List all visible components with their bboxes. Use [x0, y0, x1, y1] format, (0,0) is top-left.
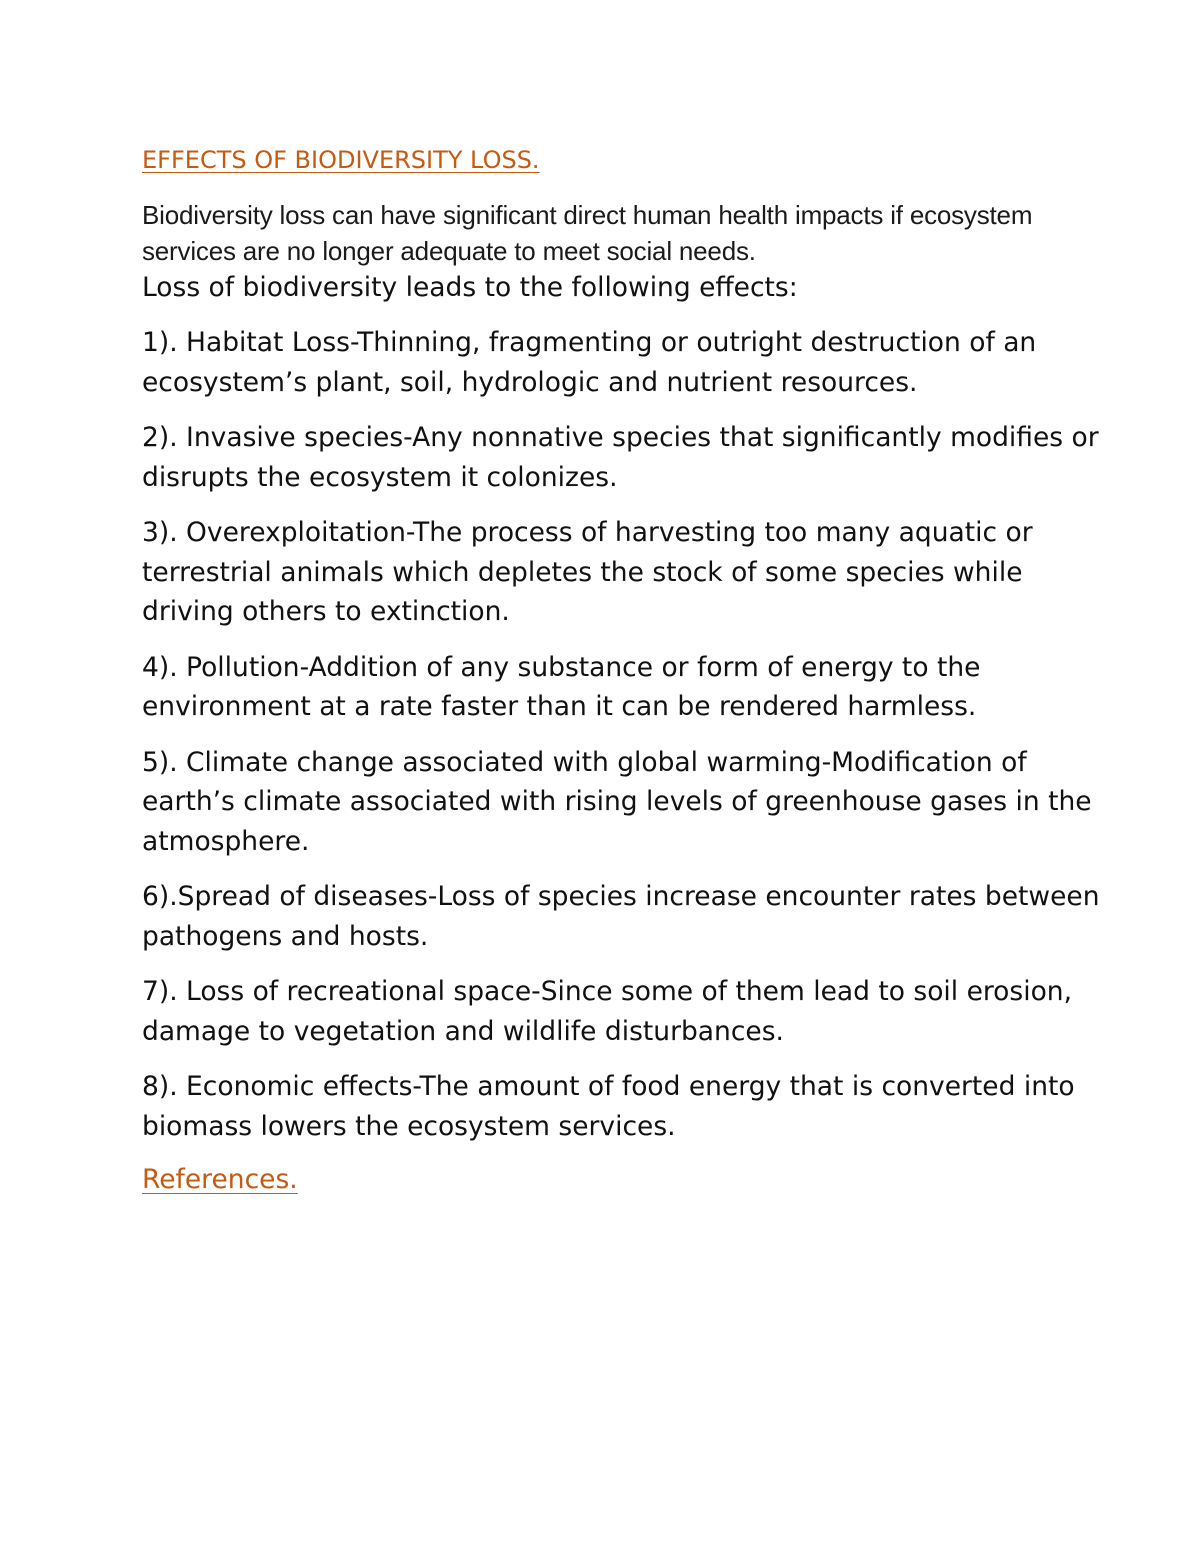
intro-paragraph: Biodiversity loss can have significant direct human health impacts if ecosystem services are no longer adequate to meet social needs.	[142, 200, 1033, 266]
list-item-invasive-species: 2). Invasive species-Any nonnative species that significantly modifies or disrupts the ecosystem it colonizes.	[142, 422, 1099, 493]
list-item-overexploitation: 3). Overexploitation-The process of harvesting too many aquatic or terrestrial animals which depletes the stock of some species while driving others to extinction.	[142, 517, 1033, 627]
list-item-recreational-space: 7). Loss of recreational space-Since some of them lead to soil erosion, damage to vegetation and wildlife disturbances.	[142, 976, 1072, 1047]
list-item-pollution: 4). Pollution-Addition of any substance or form of energy to the environment at a rate faster than it can be rendered harmless.	[142, 651, 981, 722]
list-item-climate-change: 5). Climate change associated with global warming-Modification of earth’s climate associated with rising levels of greenhouse gases in the atmosphere.	[142, 746, 1092, 857]
list-item-habitat-loss: 1). Habitat Loss-Thinning, fragmenting or outright destruction of an ecosystem’s plant, soil, hydrologic and nutrient resources.	[142, 327, 1037, 398]
lead-paragraph: Loss of biodiversity leads to the following effects:	[142, 272, 798, 303]
references-heading: References.	[142, 1164, 298, 1195]
list-item-economic-effects: 8). Economic effects-The amount of food energy that is converted into biomass lowers the ecosystem services.	[142, 1071, 1075, 1142]
document-title: EFFECTS OF BIODIVERSITY LOSS.	[142, 146, 540, 174]
document-body	[142, 143, 1102, 1200]
list-item-spread-of-diseases: 6).Spread of diseases-Loss of species increase encounter rates between pathogens and hosts.	[142, 881, 1100, 952]
